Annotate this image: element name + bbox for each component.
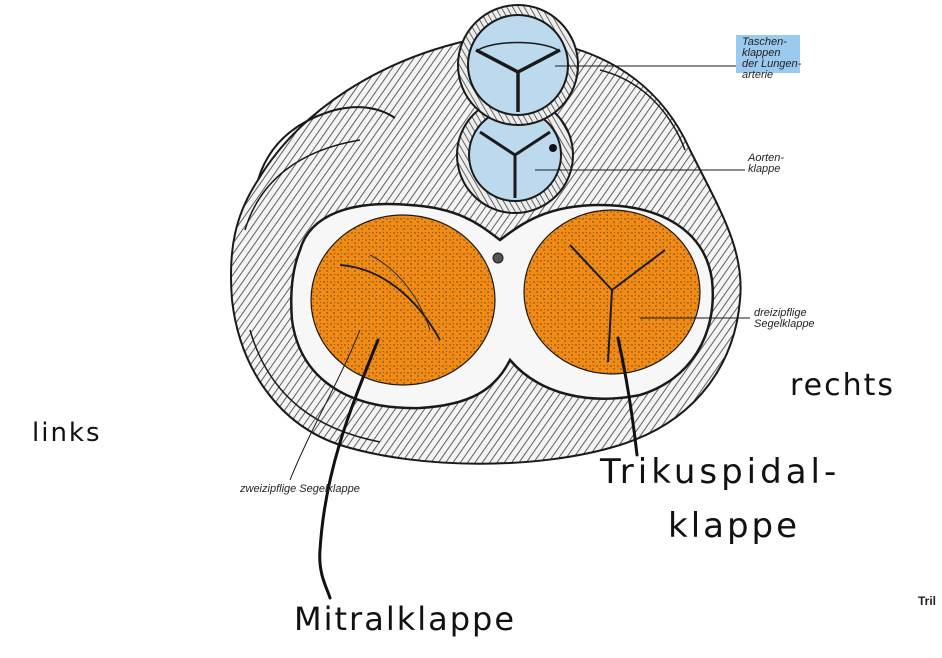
pulmonary-valve-label: [742, 37, 801, 81]
pulmonary-valve: [458, 5, 578, 125]
mitral-valve-label: zweizipflige Segelklappe: [240, 483, 360, 495]
pulmonary-label-line-2: klappen: [742, 47, 781, 59]
handwritten-trikuspidal-line-1: Trikuspidal-: [600, 452, 841, 492]
handwritten-mitralklappe: Mitralklappe: [294, 600, 517, 638]
handwritten-links: links: [32, 418, 102, 448]
pulmonary-label-line-1: Taschen-: [742, 36, 787, 48]
handwritten-rechts: rechts: [790, 368, 896, 403]
handwritten-trikuspidal-line-2: klappe: [668, 506, 801, 546]
cut-off-text: Tril: [918, 594, 937, 608]
mitral-valve: [311, 215, 495, 385]
aortic-label-line-1: Aorten-: [748, 152, 785, 164]
tricuspid-valve: [524, 210, 700, 374]
tricuspid-label-line-2: Segelklappe: [754, 318, 815, 330]
pulmonary-label-line-4: arterie: [742, 69, 774, 81]
tricuspid-label-line-1: dreizipflige: [754, 307, 807, 319]
pulmonary-label-line-3: der Lungen-: [742, 58, 802, 70]
tricuspid-valve-label: [754, 308, 815, 330]
aortic-valve-label: [748, 153, 784, 175]
aortic-label-line-2: klappe: [748, 163, 781, 175]
